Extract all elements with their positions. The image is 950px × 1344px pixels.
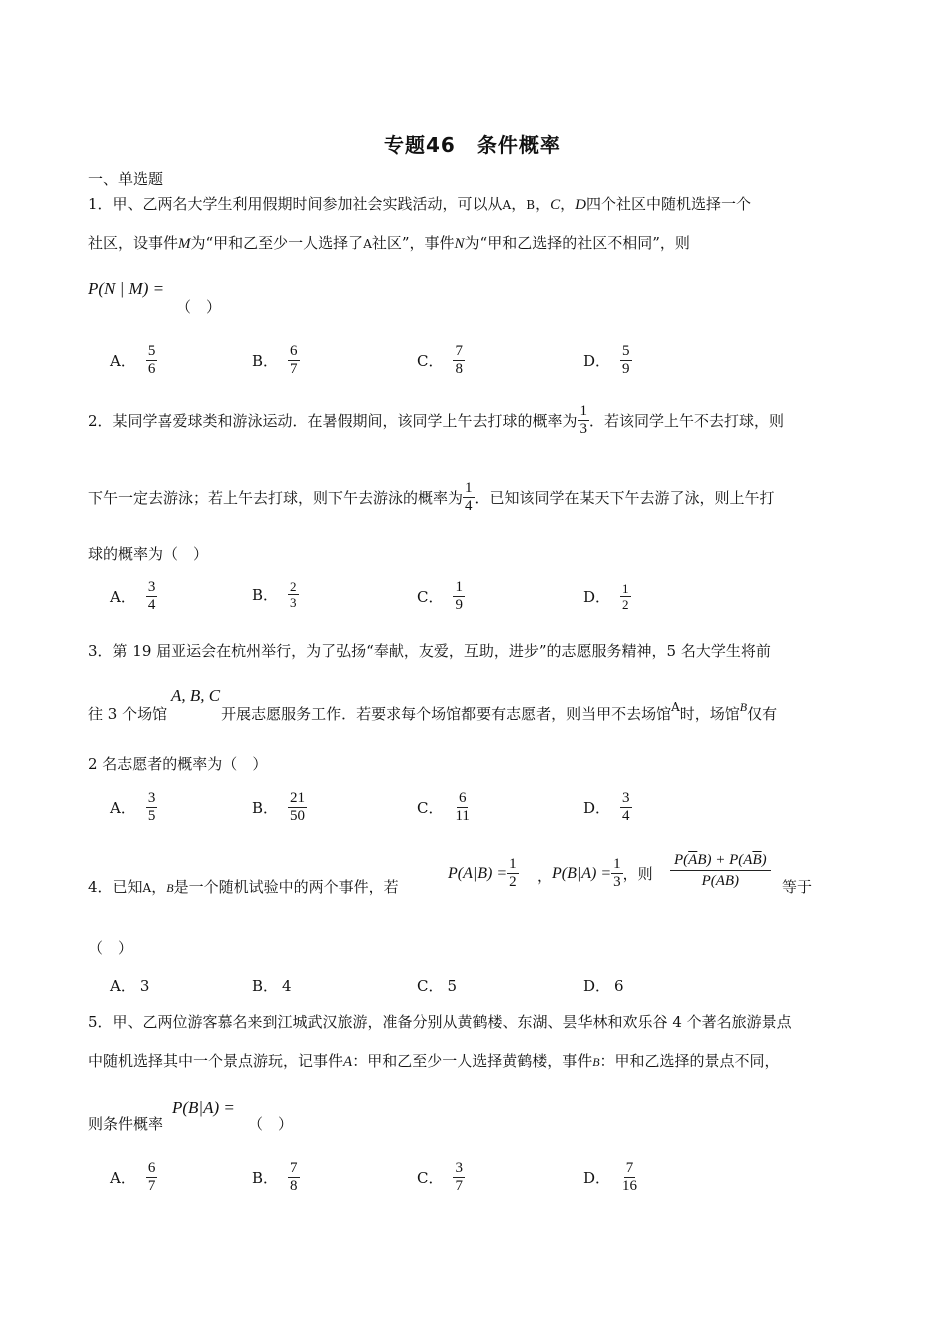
q2-line2: 下午一定去游泳；若上午去打球，则下午去游泳的概率为 $\frac{1}{4}$ ．已知该同学在某天下午去游了泳，则上午打 (88, 480, 775, 514)
q1-option-c[interactable]: C． $\frac{7}{8}$ (417, 343, 463, 377)
q4-line1-start: 4．已知A，B是一个随机试验中的两个事件，若 (88, 878, 399, 896)
q5-formula: P(B|A) = (172, 1098, 235, 1117)
q4-line1-end: 等于 (782, 878, 813, 896)
q4-option-a[interactable]: A． 3 (110, 976, 150, 995)
q5-option-b[interactable]: B． $\frac{7}{8}$ (252, 1160, 298, 1194)
q4-option-b[interactable]: B． 4 (252, 976, 292, 995)
q3-venues: A, B, C (171, 686, 221, 705)
page-title: 专题46 条件概率 (384, 133, 561, 157)
q5-option-a[interactable]: A． $\frac{6}{7}$ (110, 1160, 156, 1194)
q1-paren: （ ） (176, 298, 222, 316)
q3-option-b[interactable]: B． $\frac{21}{50}$ (252, 790, 306, 824)
q2-option-c[interactable]: C． $\frac{1}{9}$ (417, 579, 463, 613)
q1-line2: 社区，设事件M为“甲和乙至少一人选择了A社区”，事件N为“甲和乙选择的社区不相同”，则 (88, 234, 690, 252)
q4-paren: （ ） (88, 939, 134, 957)
q5-line1: 5．甲、乙两位游客慕名来到江城武汉旅游，准备分别从黄鹤楼、东湖、昙华林和欢乐谷 4 个著名旅游景点 (88, 1013, 792, 1031)
q4-option-d[interactable]: D． 6 (583, 976, 624, 995)
q1-option-a[interactable]: A． $\frac{5}{6}$ (110, 343, 156, 377)
section-heading: 一、单选题 (88, 170, 164, 188)
q1-option-b[interactable]: B． $\frac{6}{7}$ (252, 343, 298, 377)
q3-option-d[interactable]: D． $\frac{3}{4}$ (583, 790, 630, 824)
q1-formula: P(N | M) = (88, 279, 165, 298)
q5-option-d[interactable]: D． $\frac{7}{16}$ (583, 1160, 638, 1194)
q3-option-c[interactable]: C． $\frac{6}{11}$ (417, 790, 470, 824)
q3-option-a[interactable]: A． $\frac{3}{5}$ (110, 790, 156, 824)
q5-option-c[interactable]: C． $\frac{3}{7}$ (417, 1160, 463, 1194)
q2-line3: 球的概率为（ ） (88, 545, 209, 563)
q4-option-c[interactable]: C． 5 (417, 976, 458, 995)
q1-option-d[interactable]: D． $\frac{5}{9}$ (583, 343, 630, 377)
q5-paren: （ ） (248, 1115, 294, 1133)
q3-line3: 2 名志愿者的概率为（ ） (88, 755, 268, 773)
q4-big-fraction: $\frac{P(\overline{A}B) + P(A\overline{B})}{P(AB)}$ (670, 850, 771, 891)
q4-condition-1: P(A|B) = $\frac{1}{2}$ (448, 856, 517, 890)
q4-condition-2: P(B|A) = $\frac{1}{3}$ ，则 (552, 856, 653, 890)
q2-option-a[interactable]: A． $\frac{3}{4}$ (110, 579, 156, 613)
q1-line1: 1．甲、乙两名大学生利用假期时间参加社会实践活动，可以从A，B，C，D四个社区中随机选择一个 (88, 195, 751, 213)
q3-line2: 往 3 个场馆 开展志愿服务工作．若要求每个场馆都要有志愿者，则当甲不去场馆$^A$时，场馆$^B$仅有 (88, 700, 778, 723)
q2-option-d[interactable]: D． $\frac{1}{2}$ (583, 581, 629, 612)
q5-line3: 则条件概率 (88, 1115, 164, 1133)
q4-comma: ， (537, 867, 553, 885)
q3-line1: 3．第 19 届亚运会在杭州举行，为了弘扬“奉献，友爱，互助，进步”的志愿服务精神，5 名大学生将前 (88, 642, 771, 660)
q2-line1: 2．某同学喜爱球类和游泳运动．在暑假期间，该同学上午去打球的概率为 $\frac{1}{3}$ ．若该同学上午不去打球，则 (88, 403, 785, 437)
q2-option-b[interactable]: B． $\frac{2}{3}$ (252, 579, 297, 610)
q5-line2: 中随机选择其中一个景点游玩，记事件A：甲和乙至少一人选择黄鹤楼，事件B：甲和乙选择的景点不同， (88, 1052, 780, 1070)
